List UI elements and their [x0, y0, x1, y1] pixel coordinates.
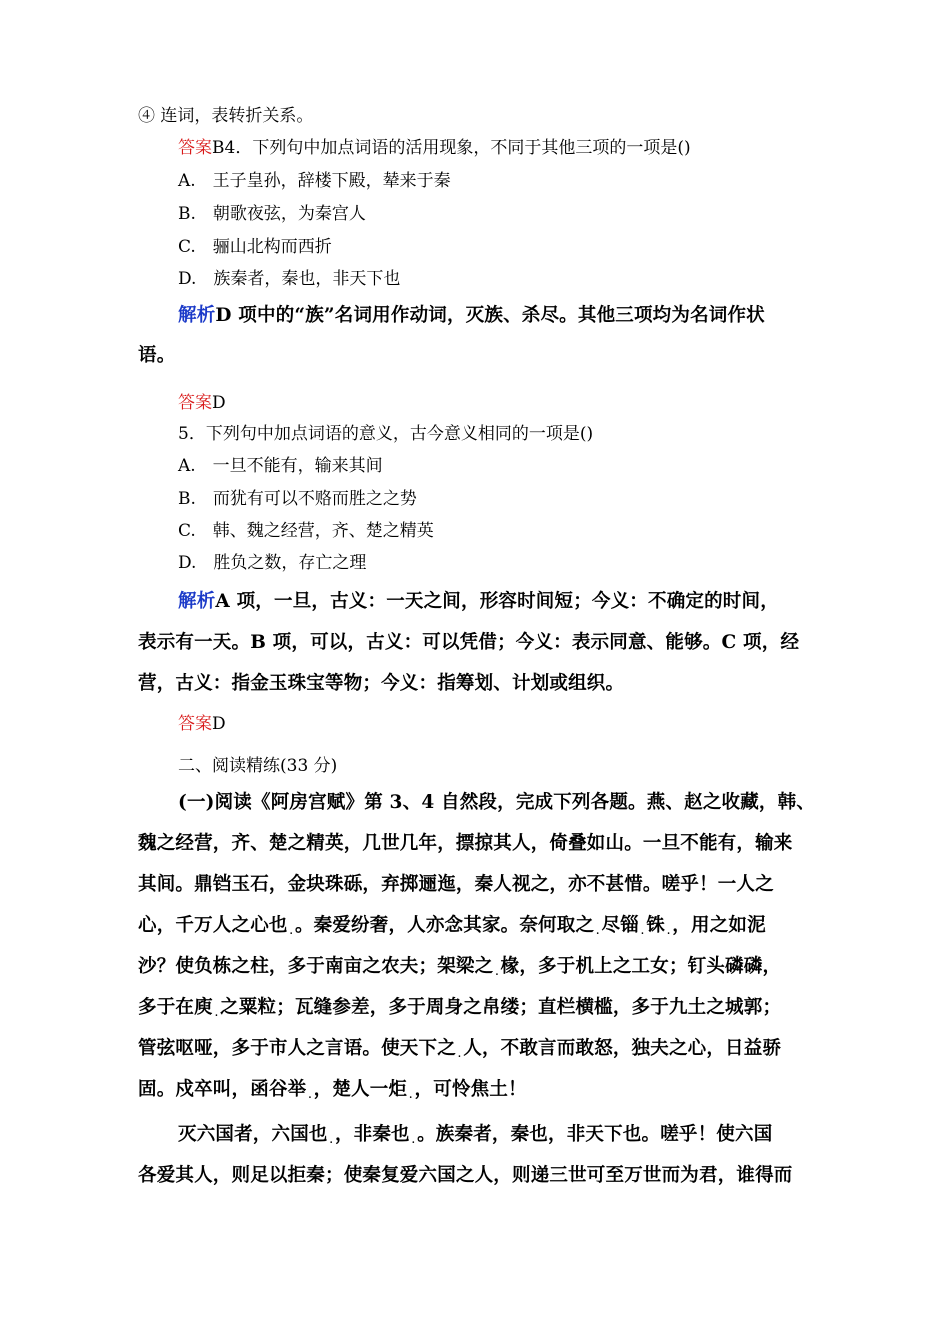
answer-value: B	[212, 138, 225, 158]
passage-line: 各爱其人，则足以拒秦；使秦复爱六国之人，则递三世可至万世而为君，谁得而	[138, 1165, 793, 1186]
option-d: D. 胜负之数，存亡之理	[178, 553, 367, 573]
emphasis-dot: .	[640, 927, 645, 937]
analysis-label: 解析	[178, 305, 216, 326]
passage-line: 魏之经营，齐、楚之精英，几世几年，摽掠其人，倚叠如山。一旦不能有，输来	[138, 833, 793, 854]
answer-label: 答案	[178, 714, 212, 734]
passage-line: 固。戍卒叫，函谷举 . ，楚人一炬 . ，可怜焦土！	[138, 1079, 527, 1101]
passage-line: 沙？使负栋之柱，多于南亩之农夫；架梁之 . 椽，多于机上之工女；钉头磷磷，	[138, 956, 782, 978]
emphasis-dot: .	[289, 927, 293, 937]
option-c: C. 韩、魏之经营，齐、楚之精英	[178, 521, 434, 541]
option-b: B. 而犹有可以不赂而胜之之势	[178, 489, 417, 509]
passage-line: 灭六国者，六国也 . ，非秦也 . 。族秦者，秦也，非天下也。嗟乎！使六国	[178, 1124, 773, 1146]
analysis-4-line-2: 语。	[138, 345, 176, 366]
answer-value: D	[212, 393, 226, 413]
analysis-label: 解析	[178, 591, 216, 612]
emphasis-dot: .	[308, 1091, 312, 1101]
question-4-stem: 4．下列句中加点词语的活用现象，不同于其他三项的一项是()	[224, 138, 691, 158]
analysis-4-line-1: 解析D 项中的“族”名词用作动词，灭族、杀尽。其他三项均为名词作状	[178, 305, 765, 326]
option-a: A. 一旦不能有，输来其间	[178, 456, 383, 476]
passage-line: 心，千万人之心也 . 。秦爱纷奢，人亦念其家。奈何取之 . 尽锱 . 铢 . ，用之如泥	[138, 915, 766, 937]
emphasis-dot: .	[409, 1091, 413, 1101]
answer-value: D	[212, 714, 226, 734]
emphasis-dot: .	[666, 927, 671, 937]
emphasis-dot: .	[495, 968, 499, 978]
question-5-stem: 5．下列句中加点词语的意义，古今意义相同的一项是()	[178, 424, 594, 444]
answer-label: 答案	[178, 393, 212, 413]
answer-5	[178, 709, 226, 734]
analysis-5-line-2: 表示有一天。B 项，可以，古义：可以凭借；今义：表示同意、能够。C 项，经	[138, 632, 800, 653]
option-d: D. 族秦者，秦也，非天下也	[178, 269, 401, 289]
item4-connector-note: ④ 连词，表转折关系。	[138, 106, 314, 126]
analysis-5-line-1: 解析A 项，一旦，古义：一天之间，形容时间短；今义：不确定的时间，	[178, 591, 779, 612]
emphasis-dot: .	[457, 1050, 462, 1060]
emphasis-dot: .	[411, 1136, 416, 1146]
answer-4	[178, 388, 226, 413]
passage-line: (一)阅读《阿房宫赋》第 3、4 自然段，完成下列各题。燕、赵之收藏，韩、	[178, 792, 816, 813]
emphasis-dot: .	[596, 927, 600, 937]
passage-line: 其间。鼎铛玉石，金块珠砾，弃掷逦迤，秦人视之，亦不甚惜。嗟乎！一人之	[138, 874, 774, 895]
analysis-5-line-3: 营，古义：指金玉珠宝等物；今义：指筹划、计划或组织。	[138, 673, 625, 694]
emphasis-dot: .	[214, 1009, 219, 1019]
passage-line: 多于在庾 . 之粟粒；瓦缝参差，多于周身之帛缕；直栏横槛，多于九土之城郭；	[138, 997, 782, 1019]
emphasis-dot: .	[329, 1136, 333, 1146]
option-c: C. 骊山北构而西折	[178, 237, 332, 257]
answer-label: 答案	[178, 138, 212, 158]
option-b: B. 朝歌夜弦，为秦宫人	[178, 204, 366, 224]
passage-line: 管弦呕哑，多于市人之言语。使天下之 . 人，不敢言而敢怒，独夫之心，日益骄	[138, 1038, 782, 1060]
option-a: A. 王子皇孙，辞楼下殿，辇来于秦	[178, 171, 451, 191]
section-heading: 二、阅读精练(33 分)	[178, 756, 338, 776]
item4-question	[178, 133, 691, 158]
